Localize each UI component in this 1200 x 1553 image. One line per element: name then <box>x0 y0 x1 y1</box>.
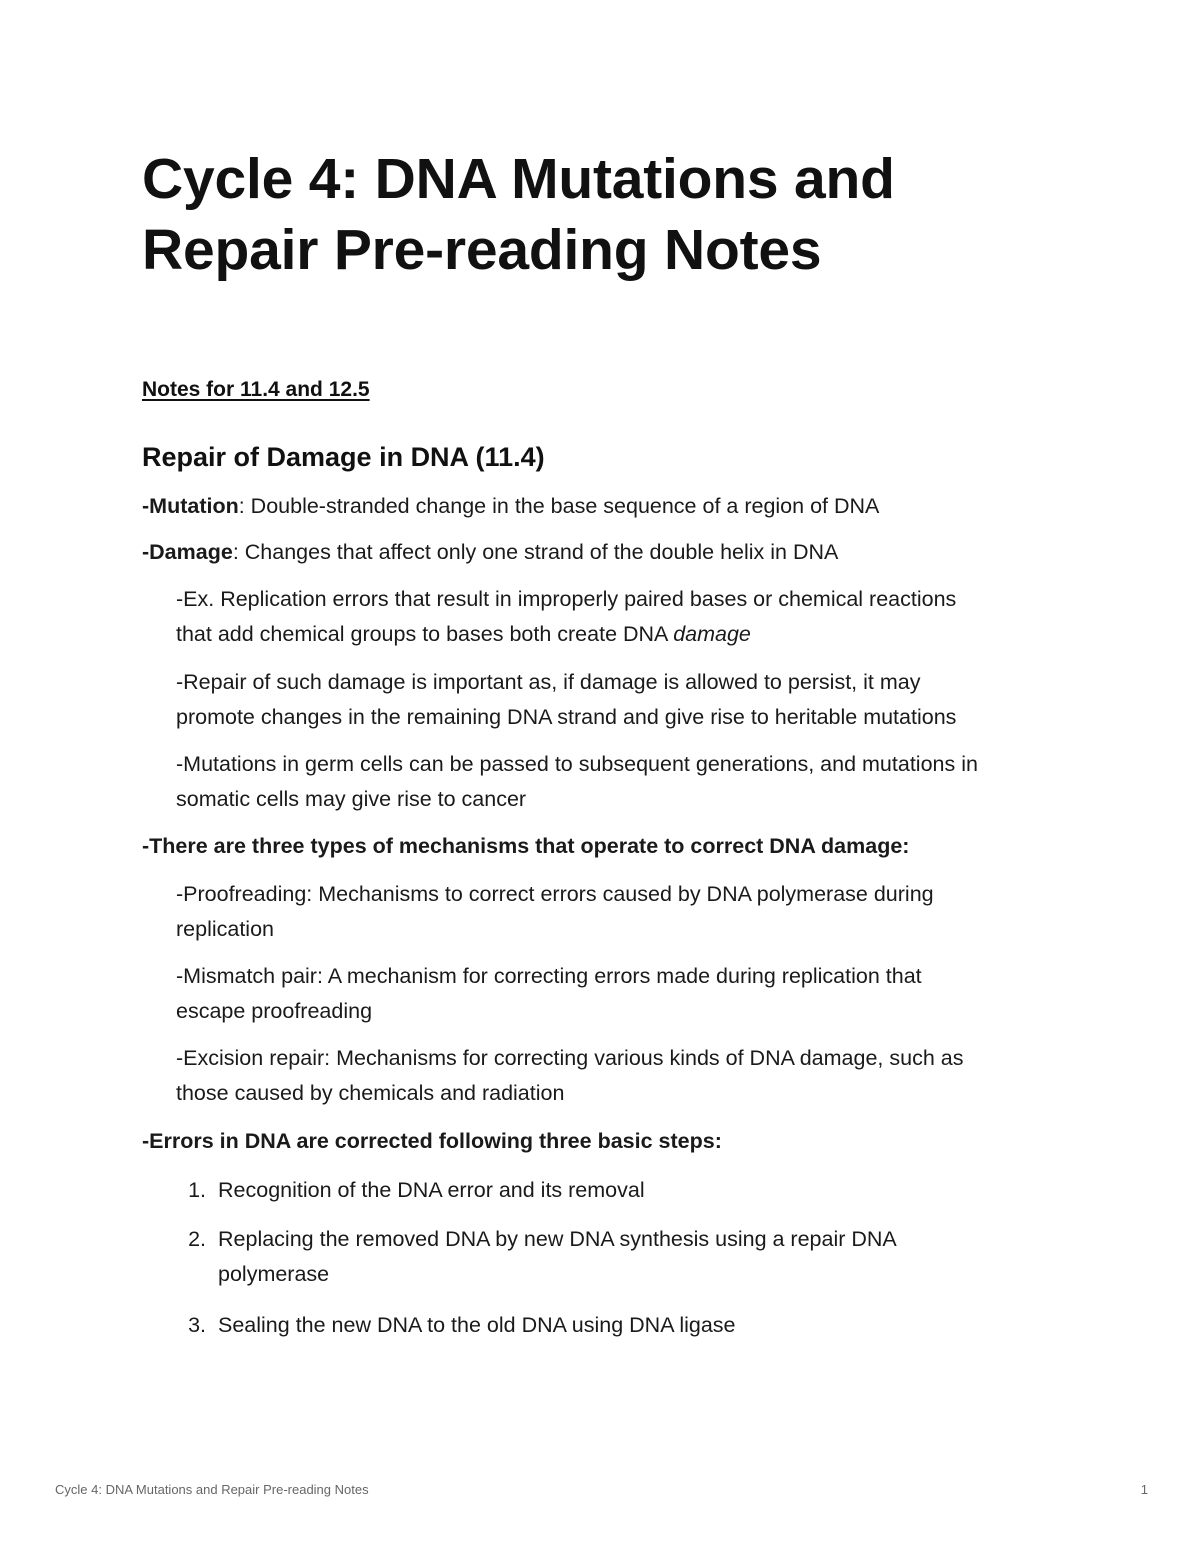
germ-cells-paragraph <box>176 747 1066 817</box>
mismatch-paragraph <box>176 959 1066 1029</box>
step-line-1: Replacing the removed DNA by new DNA synthesis using a repair DNA <box>218 1227 897 1251</box>
mechanisms-heading: -There are three types of mechanisms that operate to correct DNA damage: <box>142 834 910 858</box>
step-item <box>218 1308 1078 1343</box>
repair-line-1: -Repair of such damage is important as, if damage is allowed to persist, it may <box>176 670 921 694</box>
damage-term: -Damage <box>142 540 233 564</box>
step-number: 3. <box>188 1313 206 1337</box>
footer-title: Cycle 4: DNA Mutations and Repair Pre-reading Notes <box>55 1482 369 1497</box>
step-line-1: Recognition of the DNA error and its removal <box>218 1178 645 1202</box>
notes-subtitle: Notes for 11.4 and 12.5 <box>142 378 370 401</box>
step-number: 1. <box>188 1178 206 1202</box>
step-item <box>218 1222 1078 1292</box>
proofreading-paragraph <box>176 877 1066 947</box>
step-line-2: polymerase <box>218 1262 330 1286</box>
mutation-text: : Double-stranded change in the base sequence of a region of DNA <box>238 494 880 518</box>
damage-text: : Changes that affect only one strand of the double helix in DNA <box>232 540 839 564</box>
mismatch-line-2: escape proofreading <box>176 999 373 1023</box>
germ-line-2: somatic cells may give rise to cancer <box>176 787 527 811</box>
example-line-2: that add chemical groups to bases both create DNA <box>176 622 674 646</box>
proofreading-line-1: -Proofreading: Mechanisms to correct errors caused by DNA polymerase during <box>176 882 934 906</box>
repair-line-2: promote changes in the remaining DNA strand and give rise to heritable mutations <box>176 705 957 729</box>
mutation-definition <box>142 489 1082 524</box>
mutation-term: -Mutation <box>142 494 239 518</box>
step-item <box>218 1173 1078 1208</box>
repair-importance-paragraph <box>176 665 1066 735</box>
section-heading: Repair of Damage in DNA (11.4) <box>142 442 545 472</box>
example-paragraph <box>176 582 1066 652</box>
excision-paragraph <box>176 1041 1066 1111</box>
damage-definition <box>142 535 1082 570</box>
germ-line-1: -Mutations in germ cells can be passed to subsequent generations, and mutations in <box>176 752 978 776</box>
mismatch-line-1: -Mismatch pair: A mechanism for correcting errors made during replication that <box>176 964 922 988</box>
footer-page-number: 1 <box>1140 1482 1148 1497</box>
example-italic-word: damage <box>673 622 751 646</box>
excision-line-2: those caused by chemicals and radiation <box>176 1081 565 1105</box>
proofreading-line-2: replication <box>176 917 274 941</box>
step-number: 2. <box>188 1227 206 1251</box>
steps-heading: -Errors in DNA are corrected following three basic steps: <box>142 1129 722 1153</box>
step-line-1: Sealing the new DNA to the old DNA using DNA ligase <box>218 1313 736 1337</box>
page-title: Cycle 4: DNA Mutations and Repair Pre-reading Notes <box>142 147 895 282</box>
example-line-1: -Ex. Replication errors that result in improperly paired bases or chemical reactions <box>176 587 957 611</box>
excision-line-1: -Excision repair: Mechanisms for correcting various kinds of DNA damage, such as <box>176 1046 964 1070</box>
